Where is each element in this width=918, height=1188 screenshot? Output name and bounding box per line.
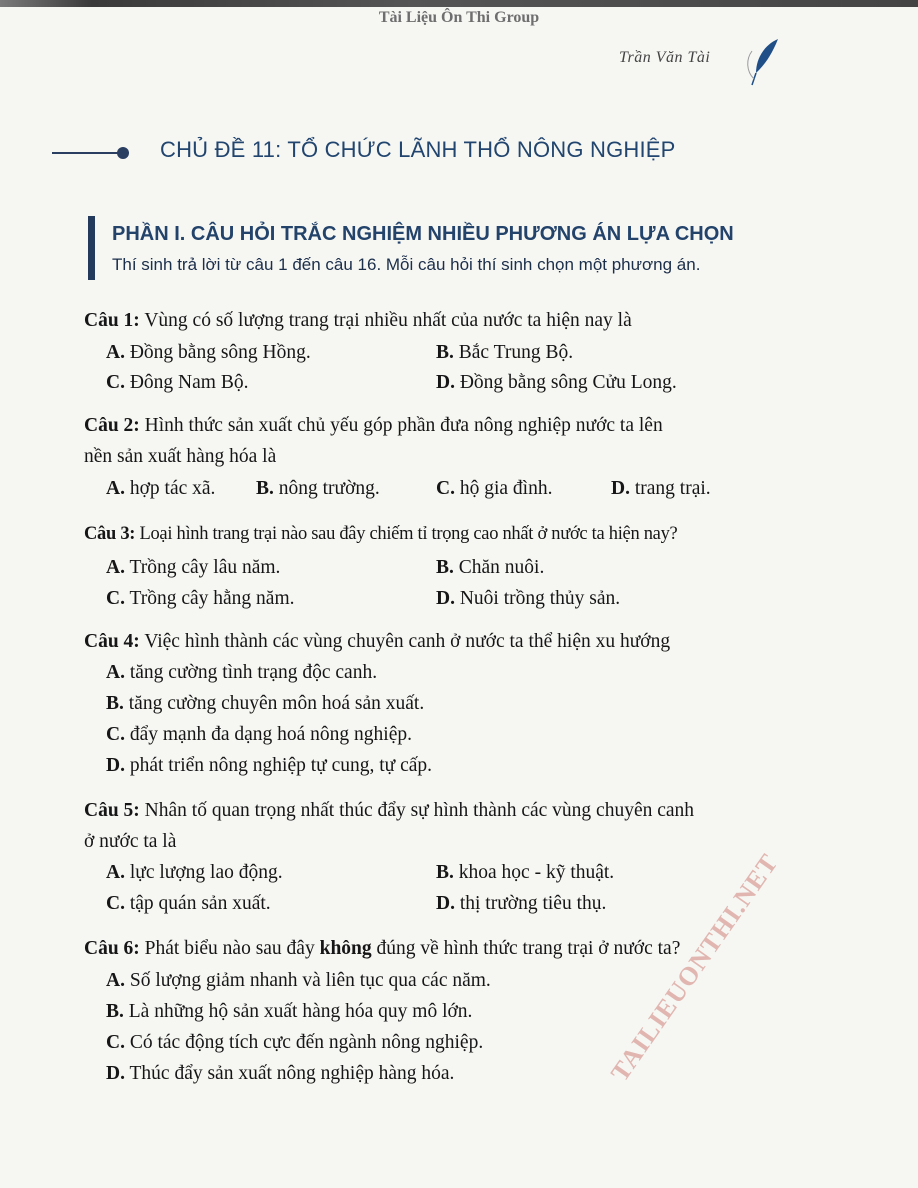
option-b: B. Là những hộ sản xuất hàng hóa quy mô lớn. — [106, 1001, 473, 1022]
question-6 — [84, 938, 680, 960]
part-accent-bar — [88, 216, 95, 280]
option-b: B. khoa học - kỹ thuật. — [436, 862, 615, 883]
option-a: A. Trồng cây lâu năm. — [106, 557, 281, 578]
part-title: PHẦN I. CÂU HỎI TRẮC NGHIỆM NHIỀU PHƯƠNG ÁN LỰA CHỌN — [112, 223, 734, 245]
question-text: Việc hình thành các vùng chuyên canh ở nước ta thể hiện xu hướng — [144, 631, 671, 652]
topic-bullet-dot — [117, 147, 129, 159]
watermark: TAILIEUONTHI.NET — [605, 848, 784, 1087]
option-c: C. tập quán sản xuất. — [106, 893, 271, 914]
question-label: Câu 3: — [84, 524, 136, 544]
option-d: D. trang trại. — [611, 478, 711, 499]
question-text-after: đúng về hình thức trang trại ở nước ta? — [376, 938, 681, 959]
topic-divider-line — [52, 152, 122, 154]
option-a: A. Số lượng giảm nhanh và liên tục qua các năm. — [106, 970, 491, 991]
option-a: A. hợp tác xã. — [106, 478, 216, 499]
question-label: Câu 4: — [84, 631, 140, 652]
option-d: D. phát triển nông nghiệp tự cung, tự cấp. — [106, 755, 433, 776]
question-text: Loại hình trang trại nào sau đây chiếm tỉ trọng cao nhất ở nước ta hiện nay? — [139, 524, 678, 544]
option-b: B. nông trường. — [256, 478, 380, 499]
option-a: A. tăng cường tình trạng độc canh. — [106, 662, 378, 683]
question-label: Câu 2: — [84, 415, 140, 436]
question-label: Câu 6: — [84, 938, 140, 959]
option-a: A. lực lượng lao động. — [106, 862, 283, 883]
question-text: Hình thức sản xuất chủ yếu góp phần đưa nông nghiệp nước ta lên — [144, 415, 663, 436]
option-b: B. Chăn nuôi. — [436, 557, 545, 578]
topic-title: CHỦ ĐỀ 11: TỔ CHỨC LÃNH THỔ NÔNG NGHIỆP — [160, 137, 676, 162]
question-text-emphasis: không — [319, 938, 372, 959]
author-name: Trần Văn Tài — [619, 49, 711, 66]
question-5 — [84, 800, 694, 822]
option-d: D. Thúc đẩy sản xuất nông nghiệp hàng hóa. — [106, 1063, 455, 1084]
option-c: C. hộ gia đình. — [436, 478, 553, 499]
option-d: D. Đồng bằng sông Cửu Long. — [436, 372, 677, 393]
question-4 — [84, 631, 670, 653]
option-c: C. Có tác động tích cực đến ngành nông nghiệp. — [106, 1032, 484, 1053]
question-text-continued: nền sản xuất hàng hóa là — [84, 446, 277, 467]
question-text-continued: ở nước ta là — [84, 831, 177, 852]
question-2 — [84, 415, 663, 437]
quill-icon — [744, 37, 788, 87]
question-1 — [84, 310, 632, 332]
group-header: Tài Liệu Ôn Thi Group — [378, 9, 540, 26]
question-label: Câu 5: — [84, 800, 140, 821]
question-text: Vùng có số lượng trang trại nhiều nhất của nước ta hiện nay là — [144, 310, 632, 331]
option-c: C. Đông Nam Bộ. — [106, 372, 249, 393]
option-c: C. đẩy mạnh đa dạng hoá nông nghiệp. — [106, 724, 412, 745]
option-b: B. Bắc Trung Bộ. — [436, 342, 574, 363]
option-d: D. Nuôi trồng thủy sản. — [436, 588, 621, 609]
question-text: Nhân tố quan trọng nhất thúc đẩy sự hình thành các vùng chuyên canh — [144, 800, 695, 821]
top-edge-band — [0, 0, 918, 7]
question-text-before: Phát biểu nào sau đây — [144, 938, 315, 959]
option-b: B. tăng cường chuyên môn hoá sản xuất. — [106, 693, 425, 714]
part-instruction: Thí sinh trả lời từ câu 1 đến câu 16. Mỗi câu hỏi thí sinh chọn một phương án. — [112, 255, 701, 274]
option-a: A. Đồng bằng sông Hồng. — [106, 342, 311, 363]
option-d: D. thị trường tiêu thụ. — [436, 893, 607, 914]
question-label: Câu 1: — [84, 310, 140, 331]
option-c: C. Trồng cây hằng năm. — [106, 588, 295, 609]
question-3 — [84, 524, 677, 545]
